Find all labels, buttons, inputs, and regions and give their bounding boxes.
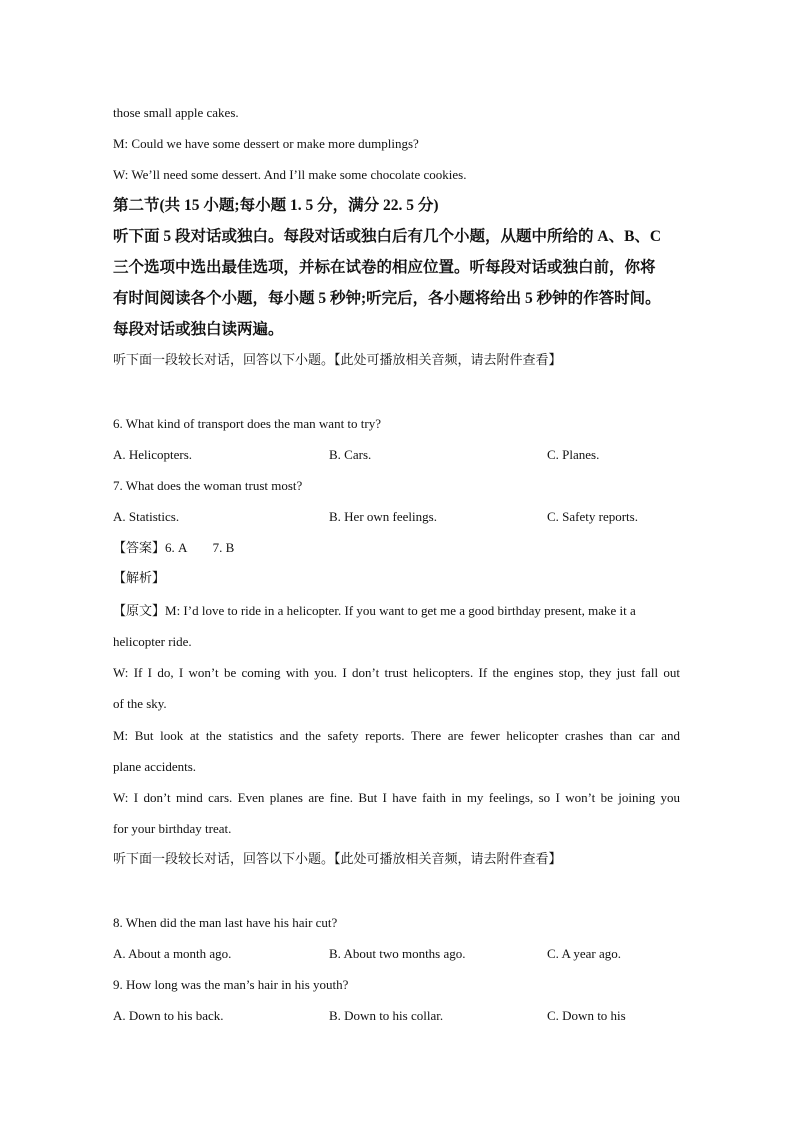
- question-6: 6. What kind of transport does the man want to try?: [113, 416, 382, 431]
- transcript-line: W: I don’t mind cars. Even planes are fine. But I have faith in my feelings, so I won’t be joining you: [113, 790, 680, 805]
- option-c: C. Down to his: [547, 1008, 626, 1023]
- section-instruction: 有时间阅读各个小题，每小题 5 秒钟;听完后，各小题将给出 5 秒钟的作答时间。: [113, 290, 661, 307]
- transcript-line: W: If I do, I won’t be coming with you. I don’t trust helicopters. If the engines stop, they just fall out: [113, 665, 680, 680]
- transcript-line: W: We’ll need some dessert. And I’ll make some chocolate cookies.: [113, 167, 467, 182]
- option-c: C. Planes.: [547, 447, 600, 462]
- question-8: 8. When did the man last have his hair cut?: [113, 915, 338, 930]
- question-7: 7. What does the woman trust most?: [113, 478, 303, 493]
- analysis-label: 【解析】: [113, 571, 166, 586]
- original-label: 【原文】: [113, 604, 166, 619]
- transcript-text: M: I’d love to ride in a helicopter. If you want to get me a good birthday present, make it a: [165, 603, 636, 618]
- answer-label: 【答案】: [113, 541, 166, 556]
- option-c: C. A year ago.: [547, 946, 622, 961]
- option-a: A. Statistics.: [113, 509, 180, 524]
- option-b: B. Cars.: [329, 447, 372, 462]
- transcript-line: plane accidents.: [113, 759, 197, 774]
- option-b: B. Her own feelings.: [329, 509, 437, 524]
- option-b: B. About two months ago.: [329, 946, 466, 961]
- option-a: A. Helicopters.: [113, 447, 193, 462]
- answer-line: [113, 539, 234, 558]
- question-9: 9. How long was the man’s hair in his youth?: [113, 977, 349, 992]
- option-a: A. About a month ago.: [113, 946, 232, 961]
- section-heading: 第二节(共 15 小题;每小题 1. 5 分，满分 22. 5 分): [113, 197, 439, 214]
- transcript-line: M: But look at the statistics and the safety reports. There are fewer helicopter crashes than car and: [113, 728, 680, 743]
- transcript-line: for your birthday treat.: [113, 821, 232, 836]
- audio-intro: 听下面一段较长对话，回答以下小题。【此处可播放相关音频，请去附件查看】: [113, 353, 562, 368]
- transcript-line: M: Could we have some dessert or make more dumplings?: [113, 136, 419, 151]
- option-b: B. Down to his collar.: [329, 1008, 444, 1023]
- transcript-line: [113, 602, 680, 621]
- section-instruction: 每段对话或独白读两遍。: [113, 321, 284, 338]
- transcript-line: those small apple cakes.: [113, 105, 239, 120]
- audio-intro: 听下面一段较长对话，回答以下小题。【此处可播放相关音频，请去附件查看】: [113, 852, 562, 867]
- section-instruction: 听下面 5 段对话或独白。每段对话或独白后有几个小题，从题中所给的 A、B、C: [113, 228, 662, 245]
- transcript-line: helicopter ride.: [113, 634, 192, 649]
- option-a: A. Down to his back.: [113, 1008, 224, 1023]
- option-c: C. Safety reports.: [547, 509, 638, 524]
- transcript-line: of the sky.: [113, 696, 167, 711]
- answer-text: 6. A 7. B: [165, 540, 235, 555]
- section-instruction: 三个选项中选出最佳选项，并标在试卷的相应位置。听每段对话或独白前，你将: [113, 259, 656, 276]
